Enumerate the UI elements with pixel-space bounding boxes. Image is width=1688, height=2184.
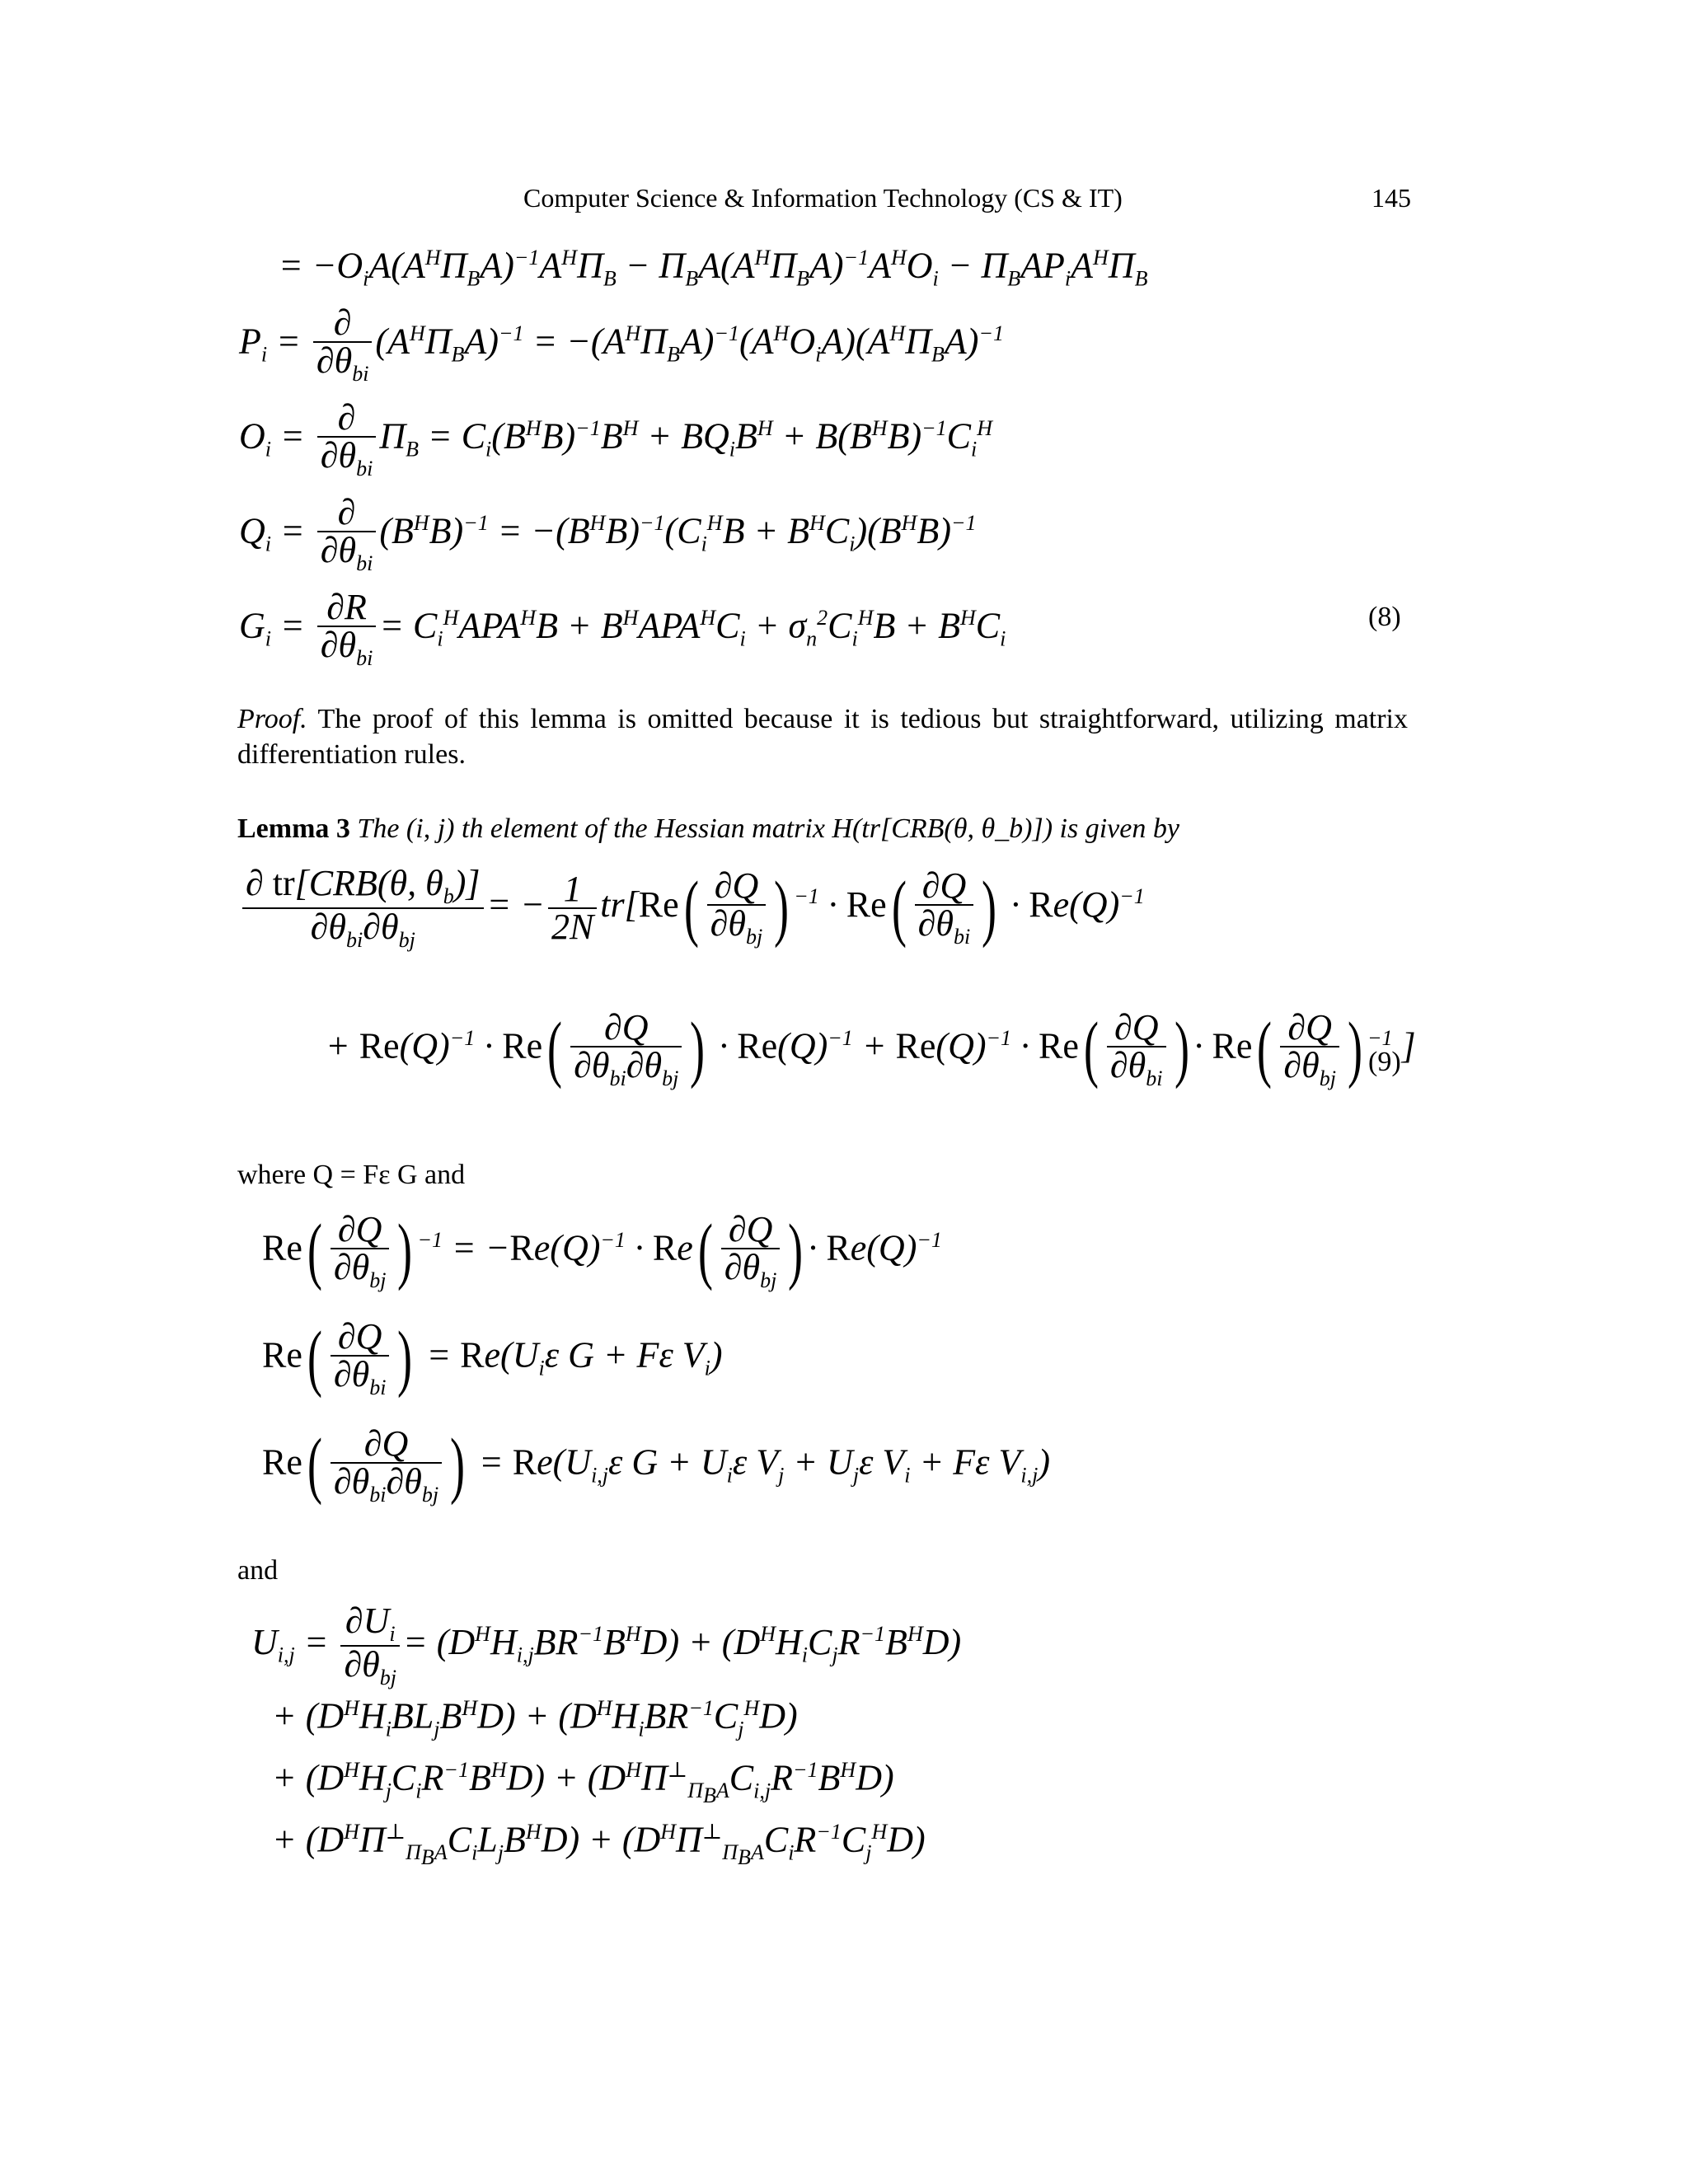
and-text: and (237, 1555, 279, 1586)
equation-G: $G_i$ = $\frac{\partial R}{\partial\theta_{bi}}$ = $C_i^HAPA^HB + B^HAPA^HC_i + \sigma_n^2C_i^HB + B^HC_i$ (239, 587, 1006, 670)
lemma-label: Lemma 3 (237, 813, 350, 844)
proof-paragraph (237, 702, 1408, 772)
equation-9-line-2: + $Re(Q)^{-1} \cdot Re$( $\frac{\partial Q}{\partial\theta_{bi}\partial\theta_{bj}}$ ) · $Re(Q)^{-1} + Re(Q)^{-1} \cdot Re$( $\frac{\partial Q}{\partial\theta_{bi}}$ ) · Re( $\frac{\partial Q}{\partial\theta_{bj}}$ ) $^{-1}$ ] (326, 1007, 1416, 1090)
proof-text: The proof of this lemma is omitted because it is tedious but straightforward, utilizing matrix differentiation rules. (237, 704, 1408, 770)
equation-number-9: (9) (1368, 1047, 1401, 1077)
equation-Q: $Q_i$ = $\frac{\partial}{\partial\theta_{bi}}$ $(B^HB)^{-1} = -(B^HB)^{-1}(C_i^HB + B^HC_i)(B^HB)^{-1}$ (239, 492, 977, 575)
equation-line-1: = $-O_iA(A^H\Pi_BA)^{-1}A^H\Pi_B - \Pi_BA(A^H\Pi_BA)^{-1}A^HO_i - \Pi_BAP_iA^H\Pi_B$ (279, 245, 1148, 291)
equation-9-line-1: $\frac{\partial tr[CRB(\theta, \theta_b)]}{\partial\theta_{bi}\partial\theta_{bj}}$ = − $\frac{1}{2N}$ tr[Re( $\frac{\partial Q}{\partial\theta_{bj}}$ ) $^{-1}$ · Re( $\frac{\partial Q}{\partial\theta_{bi}}$ ) · $Re(Q)^{-1}$ (239, 865, 1145, 951)
where-text: where Q = Fε G and (237, 1160, 466, 1190)
page-number: 145 (1372, 183, 1411, 213)
equation-U-line-4: + $(D^H\Pi^\perp_{\Pi_BA}C_iL_jB^HD) + (D^H\Pi^\perp_{\Pi_BA}C_iR^{-1}C_j^HD)$ (272, 1819, 926, 1870)
equation-P: $P_i$ = $\frac{\partial}{\partial\theta_{bi}}$ $(A^H\Pi_BA)^{-1} = -(A^H\Pi_BA)^{-1}(A^HO_iA)(A^H\Pi_BA)^{-1}$ (239, 302, 1004, 386)
lemma-text: The (i, j) th element of the Hessian matrix H(tr[CRB(θ, θ_b)]) is given by (349, 813, 1179, 844)
equation-U-line-3: + $(D^HH_jC_iR^{-1}B^HD) + (D^H\Pi^\perp_{\Pi_BA}C_{i,j}R^{-1}B^HD)$ (272, 1757, 894, 1808)
equation-re-first: Re( $\frac{\partial Q}{\partial\theta_{bi}}$ ) = $Re(U_i\varepsilon$ G + Fε $V_i$) (262, 1316, 723, 1399)
equation-O: $O_i$ = $\frac{\partial}{\partial\theta_{bi}}$ $\Pi_B = C_i(B^HB)^{-1}B^H + BQ_iB^H + B(B^HB)^{-1}C_i^H$ (239, 397, 993, 480)
equation-re-inverse: Re( $\frac{\partial Q}{\partial\theta_{bj}}$ ) $^{-1} = -Re(Q)^{-1} \cdot Re$( $\frac{\partial Q}{\partial\theta_{bj}}$ ) · $Re(Q)^{-1}$ (262, 1209, 942, 1292)
equation-re-second: Re( $\frac{\partial Q}{\partial\theta_{bi}\partial\theta_{bj}}$ ) = $Re(U_{i,j}\varepsilon$ $G + U_i\varepsilon$ $V_j + U_j\varepsilon$ $V_i + F\varepsilon$ $V_{i,j}$) (262, 1423, 1050, 1507)
header-title: Computer Science & Information Technology (CS & IT) (523, 183, 1123, 213)
equation-U-line-2: + $(D^HH_iBL_jB^HD) + (D^HH_iBR^{-1}C_j^HD)$ (272, 1695, 798, 1741)
proof-label: Proof. (237, 704, 307, 734)
equation-U-line-1: $U_{i,j}$ = $\frac{\partial U_i}{\partial\theta_{bj}}$ = $(D^HH_{i,j}BR^{-1}B^HD) + (D^HH_iC_jR^{-1}B^HD)$ (251, 1601, 962, 1690)
equation-number-8: (8) (1368, 602, 1401, 632)
lemma-3 (237, 812, 1179, 847)
